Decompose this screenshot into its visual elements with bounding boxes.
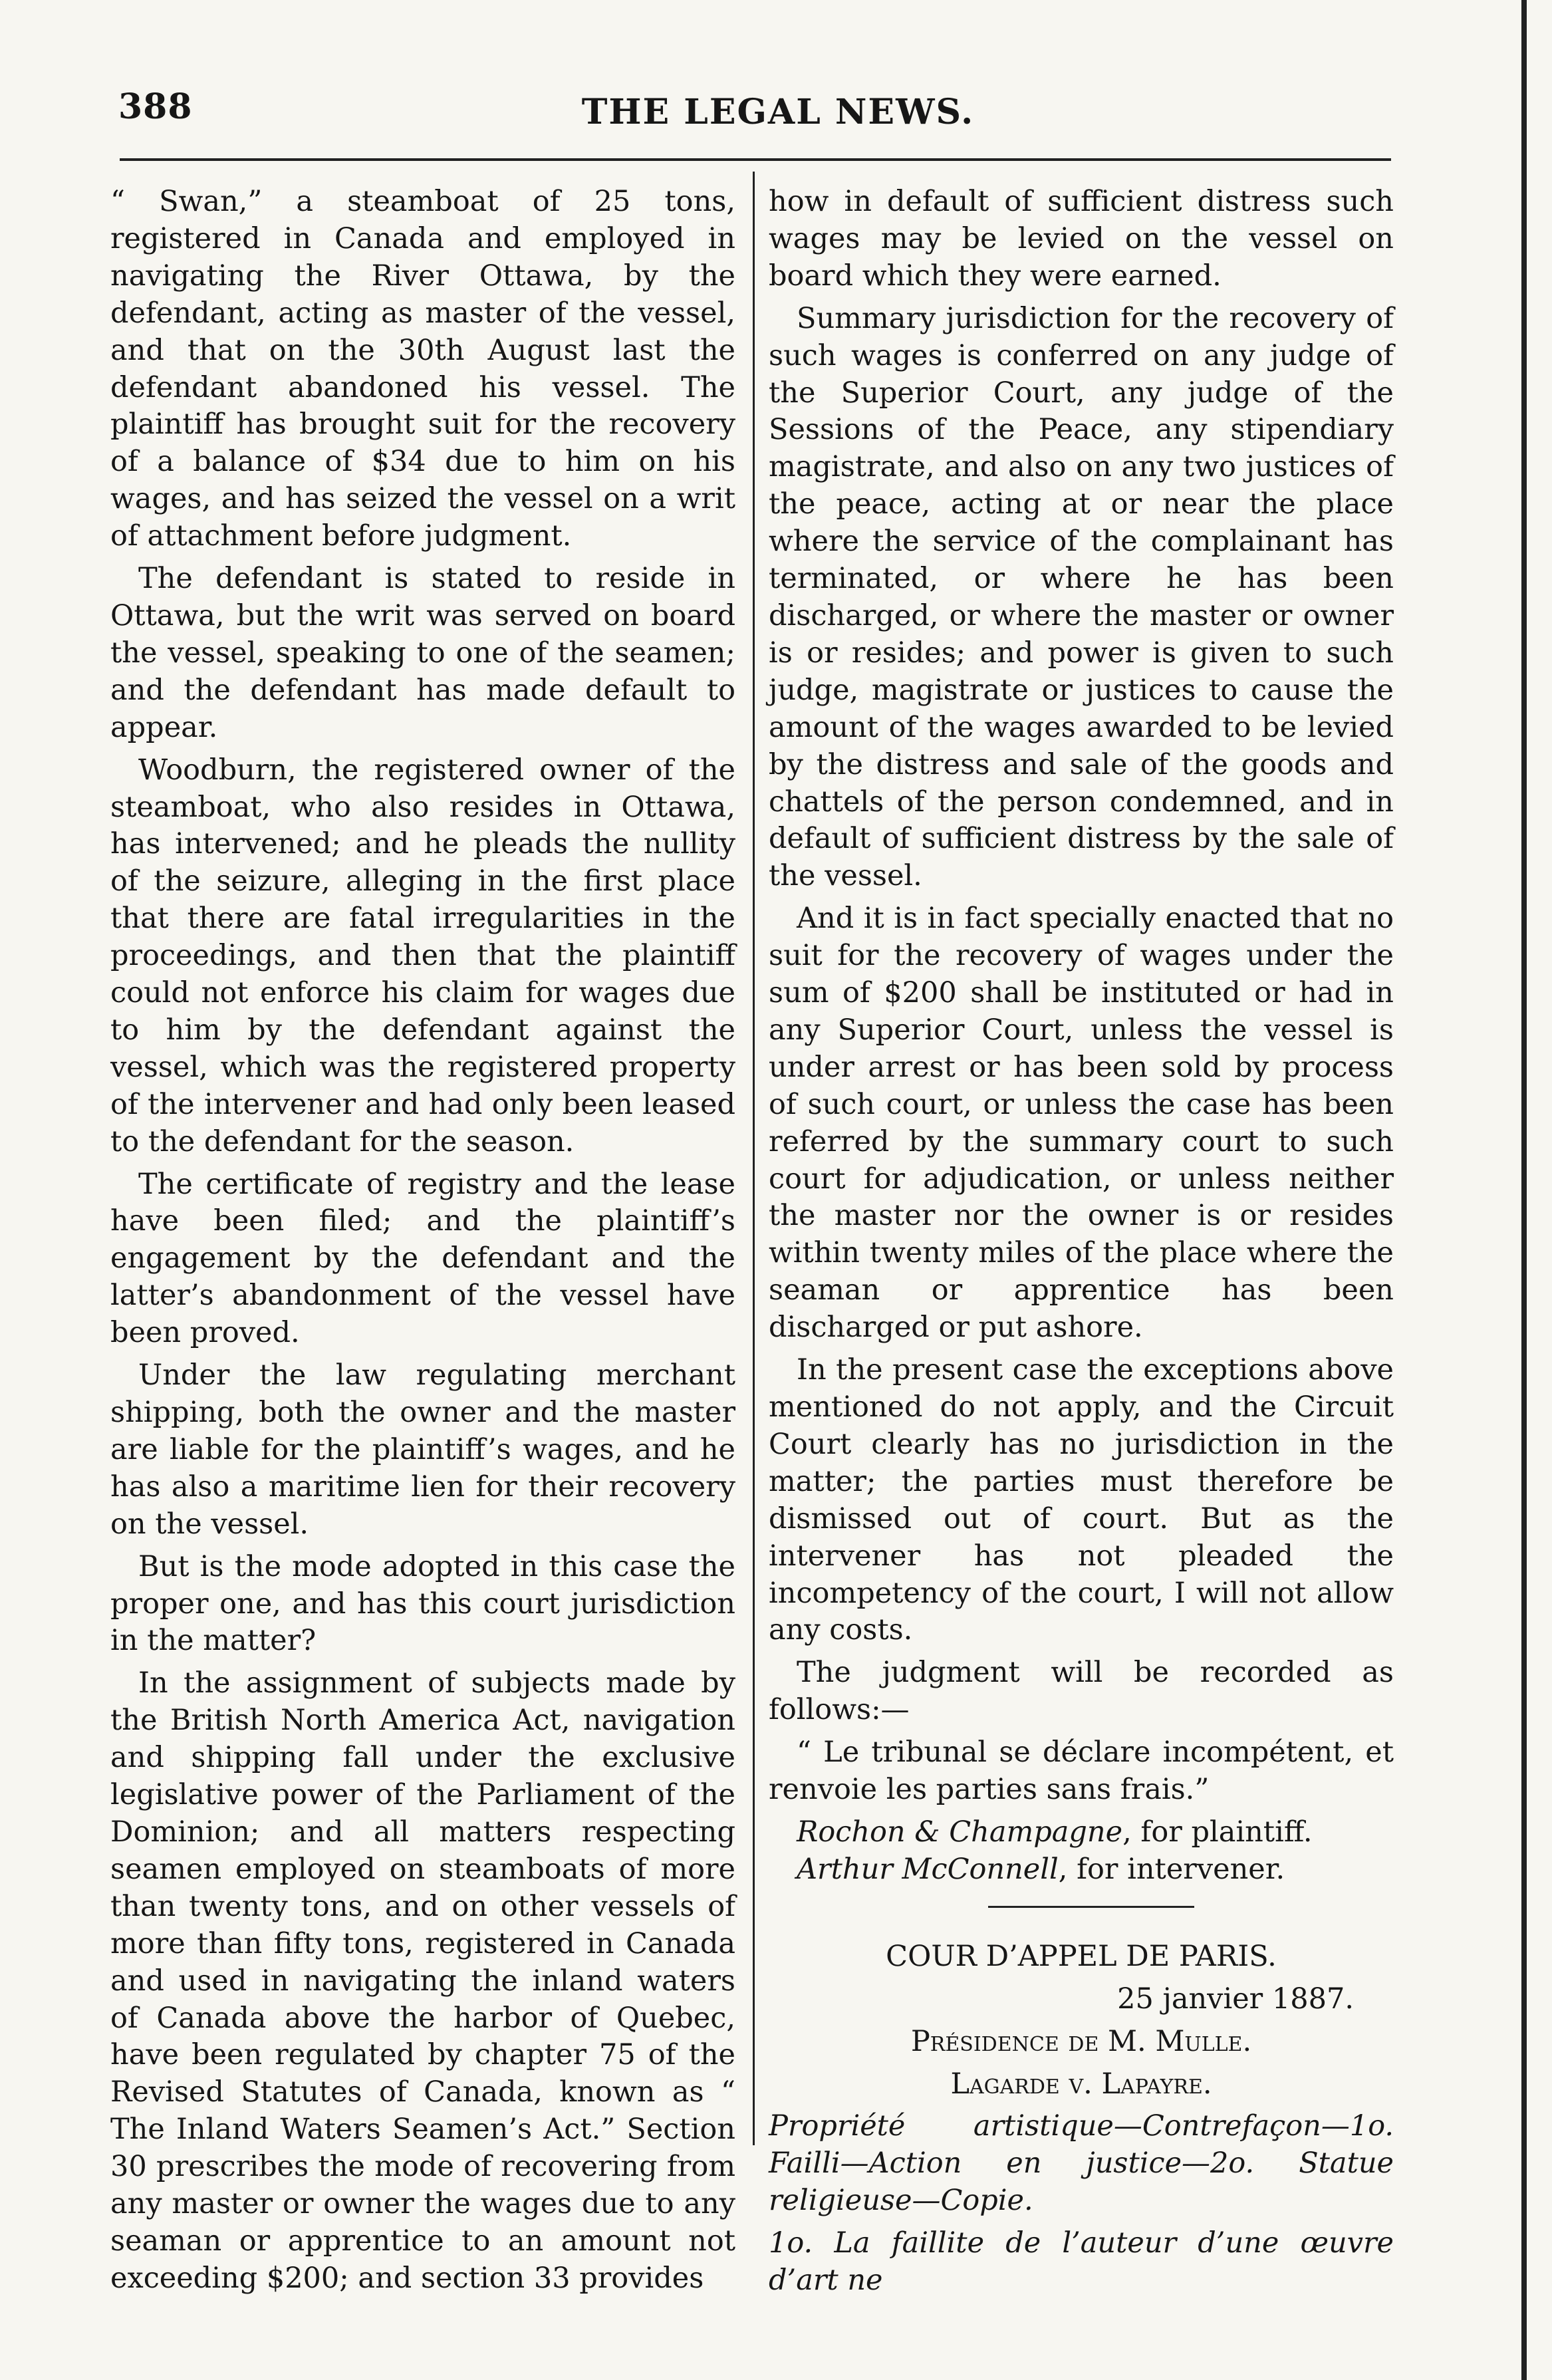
paragraph: But is the mode adopted in this case the proper one, and has this court jurisdiction in the matter? (110, 1549, 735, 1658)
column-rule (753, 172, 755, 2145)
counsel-name: Arthur McConnell (797, 1852, 1059, 1886)
counsel-plaintiff (769, 1814, 1394, 1851)
running-head: THE LEGAL NEWS. (581, 92, 975, 132)
paragraph: Woodburn, the registered owner of the steamboat, who also resides in Ottawa, has intervened; and he pleads the nullity of the seizure, alleging in the first place that there are fatal irregularities in the proceedings, and then that the plaintiff could not enforce his claim for wages due to him by the defendant against the vessel, which was the registered property of the intervener and had only been leased to the defendant for the season. (110, 753, 735, 1158)
counsel-list (769, 1814, 1394, 1889)
presidency: Présidence de M. Mulle. (910, 2024, 1252, 2058)
paragraph: In the assignment of subjects made by the British North America Act, navigation and shipping fall under the exclusive legislative power of the Parliament of the Dominion; and all matters respecting seamen employed on steamboats of more than twenty tons, and on other vessels of more than fifty tons, registered in Canada and used in navigating the inland waters of Canada above the harbor of Quebec, have been regulated by chapter 75 of the Revised Statutes of Canada, known as “ The Inland Waters Seamen’s Act.” Section 30 prescribes the mode of recovering from any master or owner the wages due to any seaman or apprentice to an amount not exceeding $200; and section 33 provides (110, 1666, 735, 2295)
paragraph: The defendant is stated to reside in Ottawa, but the writ was served on board the vessel, speaking to one of the seamen; and the defendant has made default to appear. (110, 562, 735, 744)
counsel-role: , for intervener. (1058, 1852, 1285, 1886)
paragraph: how in default of sufficient distress such wages may be levied on the vessel on board which they were earned. (769, 185, 1394, 293)
section-divider (988, 1906, 1194, 1908)
headnote: Propriété artistique—Contrefaçon—1o. Failli—Action en justice—2o. Statue religieuse—Copie. (769, 2109, 1394, 2218)
case-parties: Lagarde v. Lapayre. (950, 2067, 1212, 2101)
paragraph: In the present case the exceptions above mentioned do not apply, and the Circuit Court clearly has no jurisdiction in the matter; the parties must therefore be dismissed out of court. But as the intervener has not pleaded the incompetency of the court, I will not allow any costs. (769, 1353, 1394, 1647)
note-start: 1o. La faillite de l’auteur d’une œuvre d’art ne (769, 2226, 1394, 2298)
counsel-name: Rochon & Champagne (797, 1815, 1123, 1849)
paragraph: The certificate of registry and the lease have been filed; and the plaintiff’s engagement by the defendant and the latter’s abandonment of the vessel have been proved. (110, 1167, 735, 1350)
page-edge (1521, 0, 1527, 2380)
counsel-intervener (769, 1851, 1394, 1889)
left-column (110, 184, 735, 2303)
court-heading: COUR D’APPEL DE PARIS. (886, 1939, 1277, 1973)
right-column (769, 184, 1394, 2305)
paragraph: Under the law regulating merchant shipping, both the owner and the master are liable for the plaintiff’s wages, and he has also a maritime lien for their recovery on the vessel. (110, 1359, 735, 1541)
case-date: 25 janvier 1887. (1117, 1982, 1354, 2016)
paragraph: And it is in fact specially enacted that no suit for the recovery of wages under the sum of $200 shall be instituted or had in any Superior Court, unless the vessel is under arrest or has been sold by process of such court, or unless the case has been referred by the summary court to such court for adjudication, or unless neither the master nor the owner is or resides within twenty miles of the place where the seaman or apprentice has been discharged or put ashore. (769, 902, 1394, 1345)
paragraph: Summary jurisdiction for the recovery of such wages is conferred on any judge of the Superior Court, any judge of the Sessions of the Peace, any stipendiary magistrate, and also on any two justices of the peace, acting at or near the place where the service of the complainant has terminated, or where he has been discharged, or where the master or owner is or resides; and power is given to such judge, magistrate or justices to cause the amount of the wages awarded to be levied by the distress and sale of the goods and chattels of the person condemned, and in default of sufficient distress by the sale of the vessel. (769, 301, 1394, 893)
header-rule (120, 158, 1391, 161)
paragraph: The judgment will be recorded as follows:— (769, 1656, 1394, 1727)
counsel-role: , for plaintiff. (1122, 1815, 1313, 1849)
paragraph: “ Swan,” a steamboat of 25 tons, registered in Canada and employed in navigating the River Ottawa, by the defendant, acting as master of the vessel, and that on the 30th August last the defendant abandoned his vessel. The plaintiff has brought suit for the recovery of a balance of $34 due to him on his wages, and has seized the vessel on a writ of attachment before judgment. (110, 185, 735, 553)
paragraph: “ Le tribunal se déclare incompétent, et renvoie les parties sans frais.” (769, 1736, 1394, 1807)
page-number: 388 (118, 86, 193, 127)
